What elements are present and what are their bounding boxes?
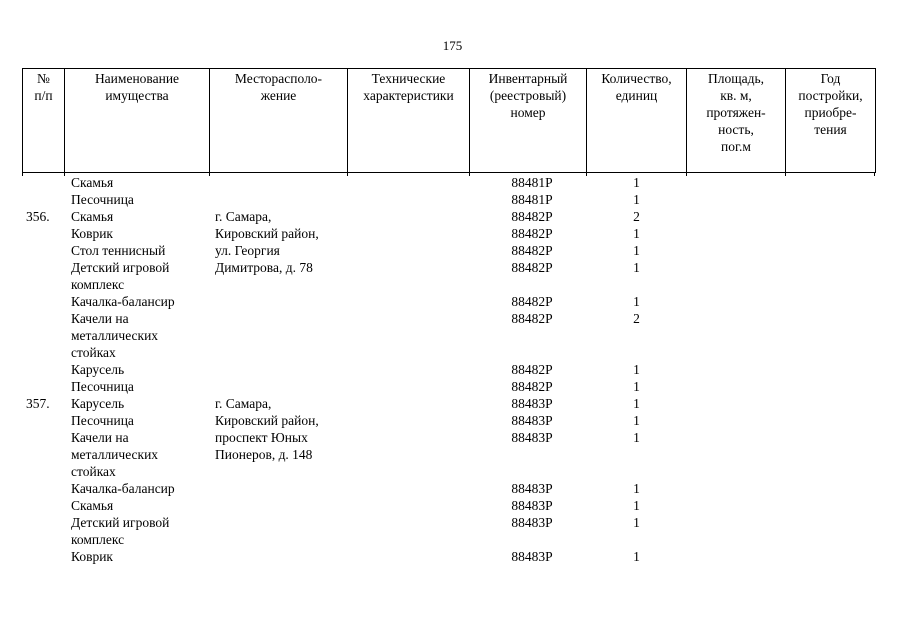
inventory-number: 88482Р (511, 209, 553, 224)
location: проспект Юных (215, 430, 308, 445)
table-row (22, 293, 875, 310)
header-area: Площадь, кв. м, протяжен- ность, пог.м (687, 69, 786, 173)
property-name: металлических (71, 328, 159, 343)
location: ул. Георгия (215, 243, 280, 258)
quantity: 1 (633, 192, 640, 207)
table-row (22, 361, 875, 378)
property-name: Коврик (71, 549, 113, 564)
property-name: Стол теннисный (71, 243, 166, 258)
row-number: 357. (26, 396, 50, 411)
property-name: комплекс (71, 277, 125, 292)
inventory-number: 88482Р (511, 260, 553, 275)
quantity: 1 (633, 498, 640, 513)
inventory-number: 88482Р (511, 243, 553, 258)
property-name: Скамья (71, 175, 114, 190)
property-name: Детский игровой (71, 260, 170, 275)
inventory-number: 88482Р (511, 311, 553, 326)
property-name: Детский игровой (71, 515, 170, 530)
table-header (22, 68, 876, 173)
quantity: 1 (633, 175, 640, 190)
property-name: Качели на (71, 430, 129, 445)
property-name: Коврик (71, 226, 113, 241)
quantity: 1 (633, 549, 640, 564)
row-number: 356. (26, 209, 50, 224)
inventory-number: 88481Р (511, 175, 553, 190)
table-row (22, 429, 875, 446)
table-row (22, 327, 875, 344)
quantity: 1 (633, 294, 640, 309)
inventory-number: 88483Р (511, 515, 553, 530)
location: Пионеров, д. 148 (215, 447, 313, 462)
property-name: стойках (71, 464, 116, 479)
location: Димитрова, д. 78 (215, 260, 313, 275)
inventory-number: 88483Р (511, 481, 553, 496)
table-row (22, 463, 875, 480)
property-name: стойках (71, 345, 116, 360)
inventory-number: 88483Р (511, 498, 553, 513)
table-row (22, 531, 875, 548)
table-row (22, 310, 875, 327)
inventory-number: 88483Р (511, 430, 553, 445)
header-property-name: Наименование имущества (65, 69, 210, 173)
inventory-number: 88483Р (511, 396, 553, 411)
property-name: Скамья (71, 498, 114, 513)
property-name: Песочница (71, 379, 134, 394)
property-name: Карусель (71, 362, 125, 377)
quantity: 1 (633, 379, 640, 394)
header-technical-specs: Технические характеристики (348, 69, 470, 173)
table-row (22, 242, 875, 259)
header-location: Месторасполо- жение (210, 69, 348, 173)
location: Кировский район, (215, 226, 319, 241)
table-row (22, 514, 875, 531)
quantity: 1 (633, 515, 640, 530)
property-name: Песочница (71, 413, 134, 428)
table-row (22, 548, 875, 565)
inventory-number: 88483Р (511, 413, 553, 428)
location: г. Самара, (215, 209, 272, 224)
inventory-number: 88482Р (511, 294, 553, 309)
quantity: 1 (633, 481, 640, 496)
inventory-number: 88483Р (511, 549, 553, 564)
quantity: 1 (633, 226, 640, 241)
location: г. Самара, (215, 396, 272, 411)
property-name: Качели на (71, 311, 129, 326)
table-row (22, 497, 875, 514)
inventory-number: 88482Р (511, 226, 553, 241)
property-name: Скамья (71, 209, 114, 224)
table-row (22, 480, 875, 497)
quantity: 1 (633, 362, 640, 377)
table-row (22, 208, 875, 225)
table-row (22, 259, 875, 276)
header-bottom-rule (22, 172, 875, 173)
header-number: № п/п (23, 69, 65, 173)
inventory-number: 88482Р (511, 362, 553, 377)
property-name: Качалка-балансир (71, 481, 175, 496)
property-name: комплекс (71, 532, 125, 547)
table-row (22, 191, 875, 208)
property-name: Песочница (71, 192, 134, 207)
inventory-number: 88481Р (511, 192, 553, 207)
table-row (22, 344, 875, 361)
inventory-number: 88482Р (511, 379, 553, 394)
property-name: Качалка-балансир (71, 294, 175, 309)
table-row (22, 446, 875, 463)
quantity: 1 (633, 396, 640, 411)
quantity: 1 (633, 430, 640, 445)
page-number: 175 (442, 38, 463, 53)
property-name: металлических (71, 447, 159, 462)
quantity: 1 (633, 243, 640, 258)
header-year: Год постройки, приобре- тения (786, 69, 876, 173)
header-quantity: Количество, единиц (587, 69, 687, 173)
table-row (22, 395, 875, 412)
table-body (22, 174, 875, 565)
quantity: 1 (633, 413, 640, 428)
header-inventory-number: Инвентарный (реестровый) номер (470, 69, 587, 173)
table-row (22, 174, 875, 191)
table-row (22, 276, 875, 293)
quantity: 1 (633, 260, 640, 275)
location: Кировский район, (215, 413, 319, 428)
quantity: 2 (633, 311, 640, 326)
quantity: 2 (633, 209, 640, 224)
table-row (22, 225, 875, 242)
table-row (22, 378, 875, 395)
table-row (22, 412, 875, 429)
property-name: Карусель (71, 396, 125, 411)
